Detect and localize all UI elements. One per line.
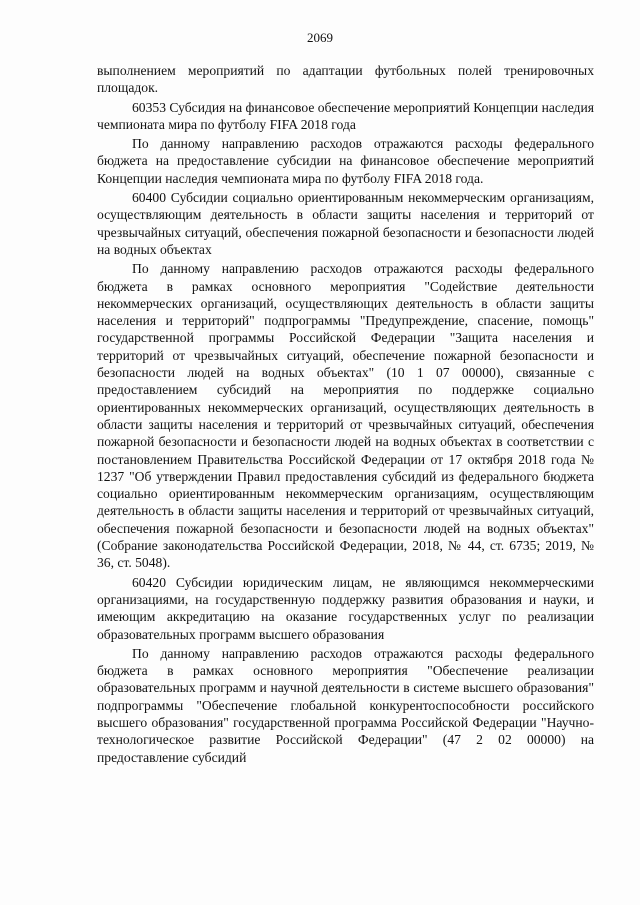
paragraph-60420-heading: 60420 Субсидии юридическим лицам, не являющимся некоммерческими организациями, на государственную поддержку развития образования и науки, и имеющим аккредитацию на оказание государственных услуг по реализации образовательных программ высшего образования <box>97 574 594 642</box>
paragraph-60353-description: По данному направлению расходов отражаются расходы федерального бюджета на предоставление субсидии на финансовое обеспечение мероприятий Концепции наследия чемпионата мира по футболу FIFA 2018 года. <box>97 136 594 186</box>
paragraph-60420-description: По данному направлению расходов отражаются расходы федерального бюджета в рамках основного мероприятия "Обеспечение реализации образовательных программ и научной деятельности в системе высшего образования" подпрограммы "Обеспечение глобальной конкурентоспособности российского высшего образования" государственной программа Российской Федерации "Научно-технологическое развитие Российской Федерации" (47 2 02 00000) на предоставление субсидий <box>97 645 594 765</box>
paragraph-60400-description: По данному направлению расходов отражаются расходы федерального бюджета в рамках основного мероприятия "Содействие деятельности некоммерческих организаций, осуществляющих деятельность в области защиты населения и территорий" подпрограммы "Предупреждение, спасение, помощь" государственной программы Российской Федерации "Защита населения и территорий от чрезвычайных ситуаций, обеспечение пожарной безопасности и безопасности людей на водных объектах" (10 1 07 00000), связанные с предоставлением субсидий на мероприятия по поддержке социально ориентированных некоммерческих организаций, осуществляющих деятельность в области защиты населения и территорий от чрезвычайных ситуаций, обеспечения пожарной безопасности и безопасности людей на водных объектах в соответствии с постановлением Правительства Российской Федерации от 17 октября 2018 года № 1237 "Об утверждении Правил предоставления субсидий из федерального бюджета социально ориентированным некоммерческим организациям, осуществляющим деятельность в области защиты населения и территорий от чрезвычайных ситуаций, обеспечения пожарной безопасности и безопасности людей на водных объектах" (Собрание законодательства Российской Федерации, 2018, № 44, ст. 6735; 2019, № 36, ст. 5048). <box>97 261 594 571</box>
paragraph-60353-heading: 60353 Субсидия на финансовое обеспечение мероприятий Концепции наследия чемпионата мира по футболу FIFA 2018 года <box>97 99 594 132</box>
page-number: 2069 <box>307 30 333 45</box>
document-body <box>97 62 594 766</box>
paragraph-continuation: выполнением мероприятий по адаптации футбольных полей тренировочных площадок. <box>97 63 594 96</box>
paragraph-60400-heading: 60400 Субсидии социально ориентированным некоммерческим организациям, осуществляющим деятельность в области защиты населения и территорий от чрезвычайных ситуаций, обеспечения пожарной безопасности и безопасности людей на водных объектах <box>97 190 594 257</box>
